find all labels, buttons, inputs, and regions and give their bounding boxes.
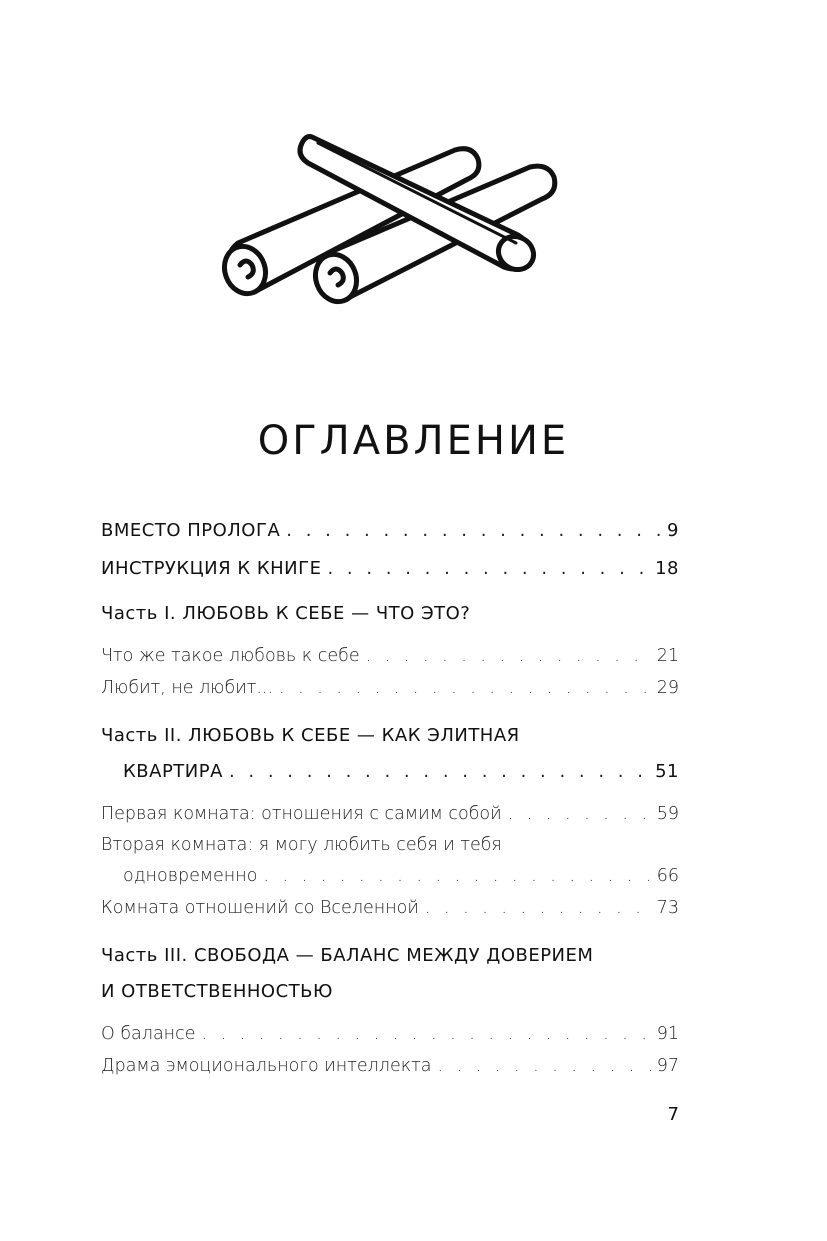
toc-entry[interactable] [101, 640, 679, 672]
toc-page-number: 91 [656, 1024, 679, 1044]
toc-entry[interactable] [101, 798, 679, 830]
toc-entry[interactable] [101, 892, 679, 924]
cinnamon-sticks-icon [200, 115, 580, 325]
toc-entry-label: Драма эмоционального интеллекта [101, 1056, 432, 1076]
toc-entry[interactable] [101, 1050, 679, 1082]
dot-leader [508, 798, 651, 830]
toc-page-number: 66 [656, 866, 679, 886]
toc-page-number: 73 [656, 898, 679, 918]
page-number-folio: 7 [667, 1104, 679, 1125]
part-heading: Часть I. ЛЮБОВЬ К СЕБЕ — ЧТО ЭТО? [101, 603, 471, 624]
dot-leader [202, 1018, 651, 1050]
part-heading-continuation: И ОТВЕТСТВЕННОСТЬЮ [101, 981, 333, 1002]
toc-entry-label-continuation: одновременно [123, 866, 258, 886]
toc-page-number: 97 [656, 1056, 679, 1076]
toc-page-number: 59 [656, 804, 679, 824]
toc-page-number: 18 [655, 558, 679, 579]
dot-leader [327, 550, 649, 588]
toc-entry-part2[interactable] [101, 754, 679, 790]
toc-entry[interactable] [101, 1018, 679, 1050]
dot-leader [425, 892, 651, 924]
toc-entry-label: Любит, не любит... [101, 678, 274, 698]
toc-entry-label: ИНСТРУКЦИЯ К КНИГЕ [101, 558, 322, 579]
toc-entry[interactable] [101, 672, 679, 704]
dot-leader [437, 1050, 650, 1082]
toc-entry-label: О балансе [101, 1024, 196, 1044]
dot-leader [286, 512, 661, 550]
dot-leader [263, 860, 650, 892]
toc-entry-instruction[interactable] [101, 550, 679, 588]
toc-page-number: 29 [656, 678, 679, 698]
toc-entry-label: Первая комната: отношения с самим собой [101, 804, 502, 824]
page-title: ОГЛАВЛЕНИЕ [257, 418, 570, 464]
dot-leader [279, 672, 651, 704]
toc-entry-label: ВМЕСТО ПРОЛОГА [101, 520, 281, 541]
toc-entry[interactable] [101, 860, 679, 892]
part-heading-continuation: КВАРТИРА [123, 761, 223, 782]
toc-entry-prologue[interactable] [101, 512, 679, 550]
table-of-contents [101, 512, 679, 1082]
part-heading: Часть II. ЛЮБОВЬ К СЕБЕ — КАК ЭЛИТНАЯ [101, 725, 520, 746]
toc-entry-label: Комната отношений со Вселенной [101, 898, 419, 918]
toc-page-number: 9 [667, 520, 679, 541]
toc-entry-label[interactable]: Вторая комната: я могу любить себя и тебя [101, 835, 502, 855]
dot-leader [229, 754, 649, 790]
part-heading: Часть III. СВОБОДА — БАЛАНС МЕЖДУ ДОВЕРИЕМ [101, 945, 594, 966]
toc-entry-label: Что же такое любовь к себе [101, 646, 360, 666]
toc-page-number: 51 [655, 761, 679, 782]
toc-page-number: 21 [656, 646, 679, 666]
dot-leader [366, 640, 651, 672]
